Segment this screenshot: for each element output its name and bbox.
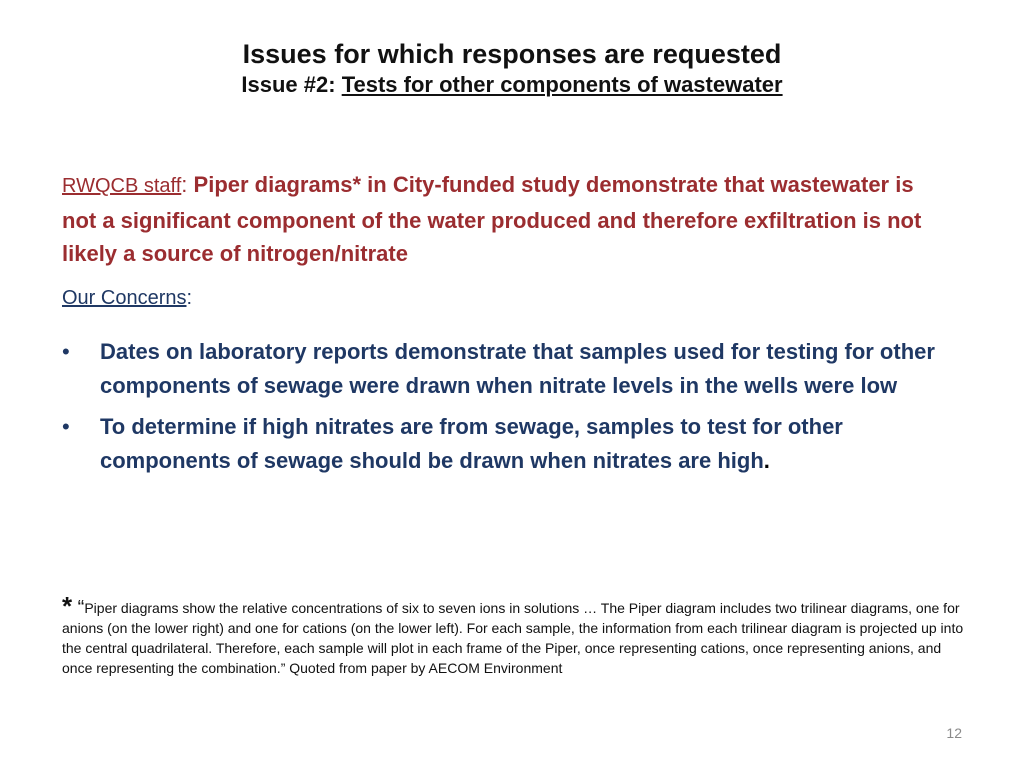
slide-title: Issues for which responses are requested [242,39,782,69]
title-block [0,38,1024,100]
concerns-label: Our Concerns [62,287,187,309]
staff-statement [62,168,942,271]
subtitle-prefix: Issue #2: [241,72,342,97]
footnote-star: * [62,591,73,621]
bullet-text: Dates on laboratory reports demonstrate that samples used for testing for other components of sewage were drawn when nitrate levels in the wells were low [100,339,935,398]
list-item [62,410,962,477]
staff-text: Piper diagrams* in City-funded study demonstrate that wastewater is not a significant component of the water produced and therefore exfiltration is not likely a source of nitrogen/nitrate [62,172,922,266]
list-item [62,335,962,402]
staff-label: RWQCB staff [62,175,182,197]
concerns-heading [62,287,192,310]
concerns-colon: : [186,287,193,309]
bullet-suffix: . [763,447,770,473]
staff-colon: : [181,172,188,197]
slide-subtitle [0,70,1024,100]
page-number: 12 [946,725,962,741]
subtitle-text: Tests for other components of wastewater [341,72,783,97]
bullet-icon: • [62,414,70,439]
bullet-icon: • [62,339,70,364]
bullet-text: To determine if high nitrates are from sewage, samples to test for other components of sewage should be drawn when nitrates are high [100,414,843,473]
footnote-text: Piper diagrams show the relative concentrations of six to seven ions in solutions … The Piper diagram includes two trilinear diagrams, one for anions (on the lower right) and one for cations (on the lower left). For each sample, the information from each trilinear diagram is projected up into the central quadrilateral. Therefore, each sample will plot in each frame of the Piper, once representing cations, once representing anions, and once representing the combination.” Quoted from paper by AECOM Environment [62,600,964,676]
concerns-list [62,335,962,485]
footnote-open-quote: “ [72,597,85,619]
footnote [62,591,967,678]
